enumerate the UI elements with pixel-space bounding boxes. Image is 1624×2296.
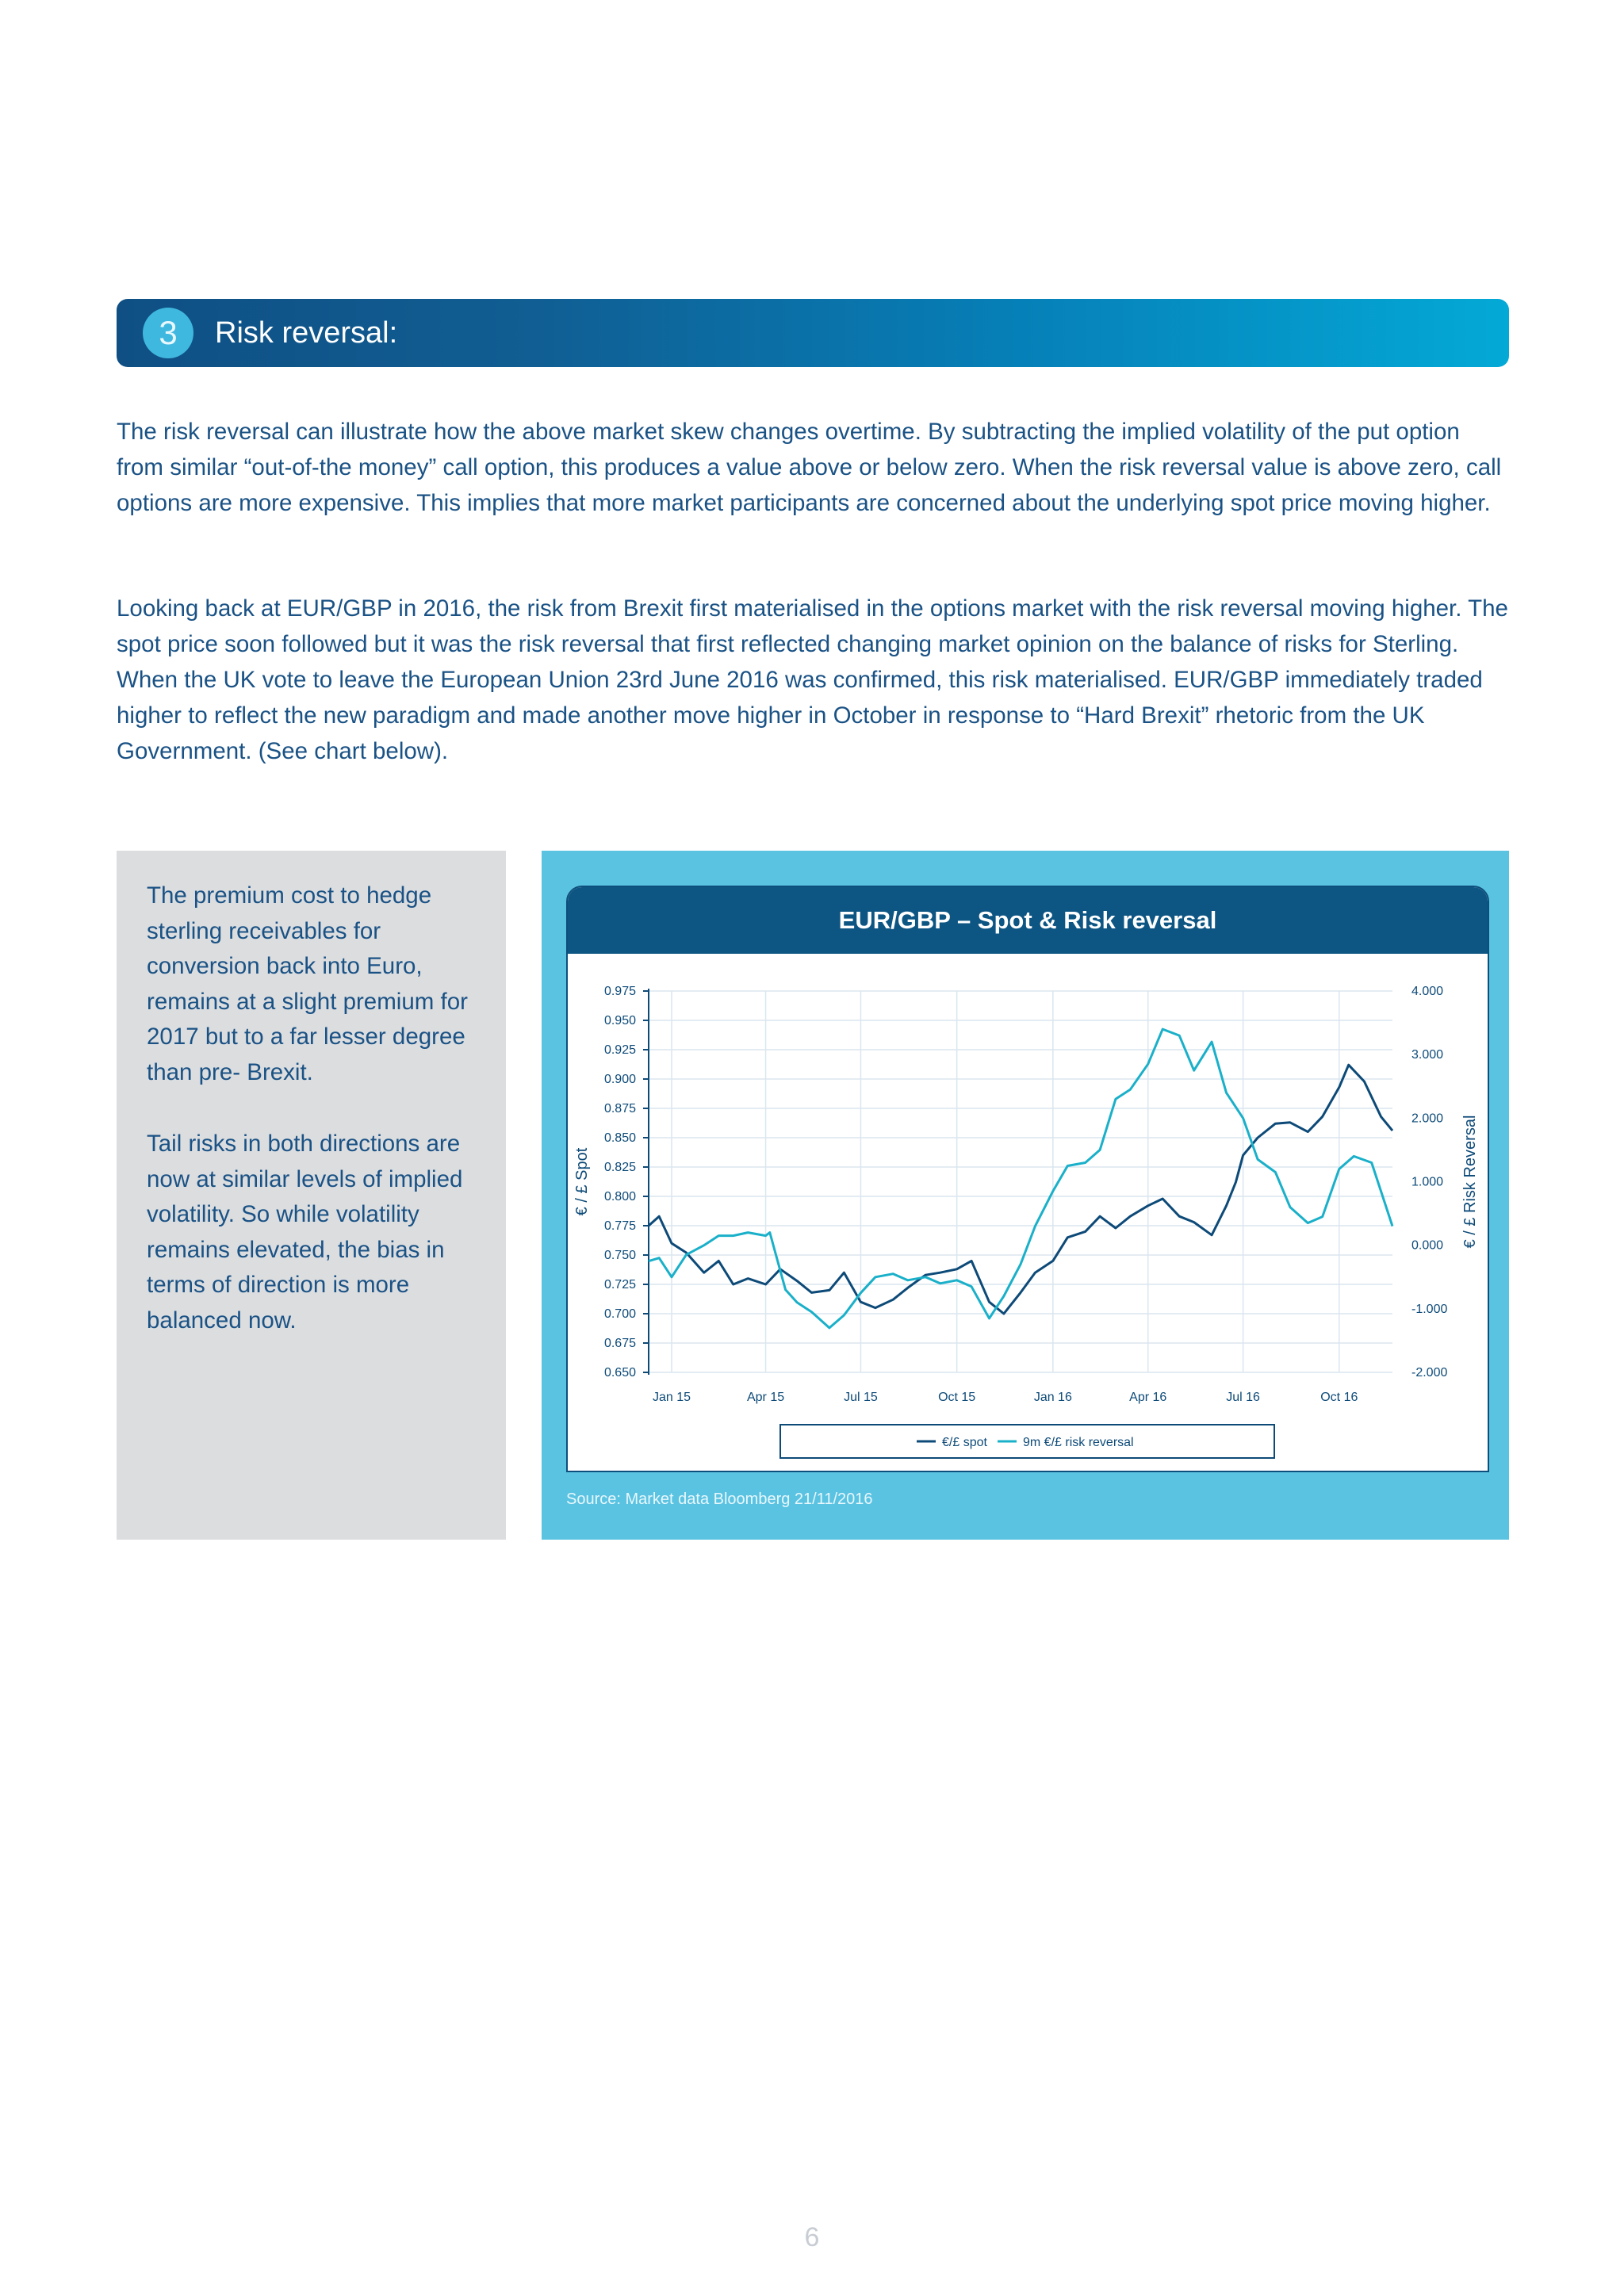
chart-panel: [542, 851, 1509, 1540]
chart-title: EUR/GBP – Spot & Risk reversal: [568, 887, 1488, 954]
x-axis-tick-label: Jan 15: [652, 1391, 691, 1404]
right-axis-tick-label: 3.000: [1411, 1048, 1444, 1062]
right-axis-tick-label: 2.000: [1411, 1112, 1444, 1126]
spot-series-line: [649, 1065, 1392, 1314]
x-axis-tick-label: Apr 16: [1129, 1391, 1167, 1404]
right-axis-tick-label: -1.000: [1411, 1302, 1448, 1316]
sidebar-text-premium: The premium cost to hedge sterling receivables for conversion back into Euro, remains at a slight premium for 2017 but to a far lesser degree than pre- Brexit.: [147, 882, 468, 1085]
left-axis-tick-label: 0.925: [603, 1043, 636, 1057]
chart-card: [566, 886, 1489, 1472]
left-axis-tick-label: 0.975: [603, 985, 636, 998]
right-axis-title: € / £ Risk Reversal: [1461, 1115, 1479, 1249]
right-axis-tick-label: 0.000: [1411, 1238, 1444, 1253]
x-axis-tick-label: Jul 16: [1226, 1391, 1260, 1404]
x-axis-tick-label: Jul 15: [844, 1391, 878, 1404]
right-axis-tick-label: 4.000: [1411, 985, 1444, 998]
section-header-bar: [117, 299, 1509, 367]
left-axis-tick-label: 0.675: [603, 1337, 636, 1350]
chart-svg: [568, 887, 1488, 1471]
left-axis-title: € / £ Spot: [573, 1147, 591, 1216]
legend-label-risk-reversal: 9m €/£ risk reversal: [1023, 1436, 1134, 1449]
left-axis-tick-label: 0.750: [603, 1249, 636, 1262]
left-axis-tick-label: 0.900: [603, 1073, 636, 1086]
intro-paragraph: The risk reversal can illustrate how the above market skew changes overtime. By subtracting the implied volatility of the put option from similar “out-of-the money” call option, this produces a value above or below zero. When the risk reversal value is above zero, call options are more expensive. This implies that more market participants are concerned about the underlying spot price moving higher.: [117, 419, 1502, 516]
x-axis-tick-label: Oct 15: [938, 1391, 976, 1404]
section-number-badge: 3: [143, 308, 193, 358]
left-axis-tick-label: 0.775: [603, 1219, 636, 1233]
legend-label-spot: €/£ spot: [942, 1436, 987, 1449]
left-axis-tick-label: 0.700: [603, 1307, 636, 1321]
x-axis-tick-label: Jan 16: [1033, 1391, 1072, 1404]
sidebar-text-tail-risks: Tail risks in both directions are now at similar levels of implied volatility. So while volatility remains elevated, the bias in terms of direction is more balanced now.: [147, 1131, 463, 1334]
left-axis-tick-label: 0.875: [603, 1102, 636, 1115]
x-axis-tick-label: Oct 16: [1320, 1391, 1358, 1404]
left-axis-tick-label: 0.800: [603, 1190, 636, 1203]
page-number: 6: [804, 2222, 820, 2252]
right-axis-tick-label: -2.000: [1411, 1366, 1448, 1380]
left-axis-tick-label: 0.650: [603, 1366, 636, 1380]
left-axis-tick-label: 0.850: [603, 1131, 636, 1145]
x-axis-tick-label: Apr 15: [746, 1391, 785, 1404]
right-axis-tick-label: 1.000: [1411, 1175, 1444, 1189]
left-axis-tick-label: 0.825: [603, 1161, 636, 1174]
brexit-paragraph: Looking back at EUR/GBP in 2016, the risk from Brexit first materialised in the options market with the risk reversal moving higher. The spot price soon followed but it was the risk reversal that first reflected changing market opinion on the balance of risks for Sterling. When the UK vote to leave the European Union 23rd June 2016 was confirmed, this risk materialised. EUR/GBP immediately traded higher to reflect the new paradigm and made another move higher in October in response to “Hard Brexit” rhetoric from the UK Government. (See chart below).: [117, 595, 1508, 764]
chart-source: Source: Market data Bloomberg 21/11/2016: [566, 1490, 873, 1508]
left-axis-tick-label: 0.725: [603, 1278, 636, 1292]
left-axis-tick-label: 0.950: [603, 1014, 636, 1027]
sidebar-box: [117, 851, 506, 1540]
section-title: Risk reversal:: [215, 316, 398, 350]
